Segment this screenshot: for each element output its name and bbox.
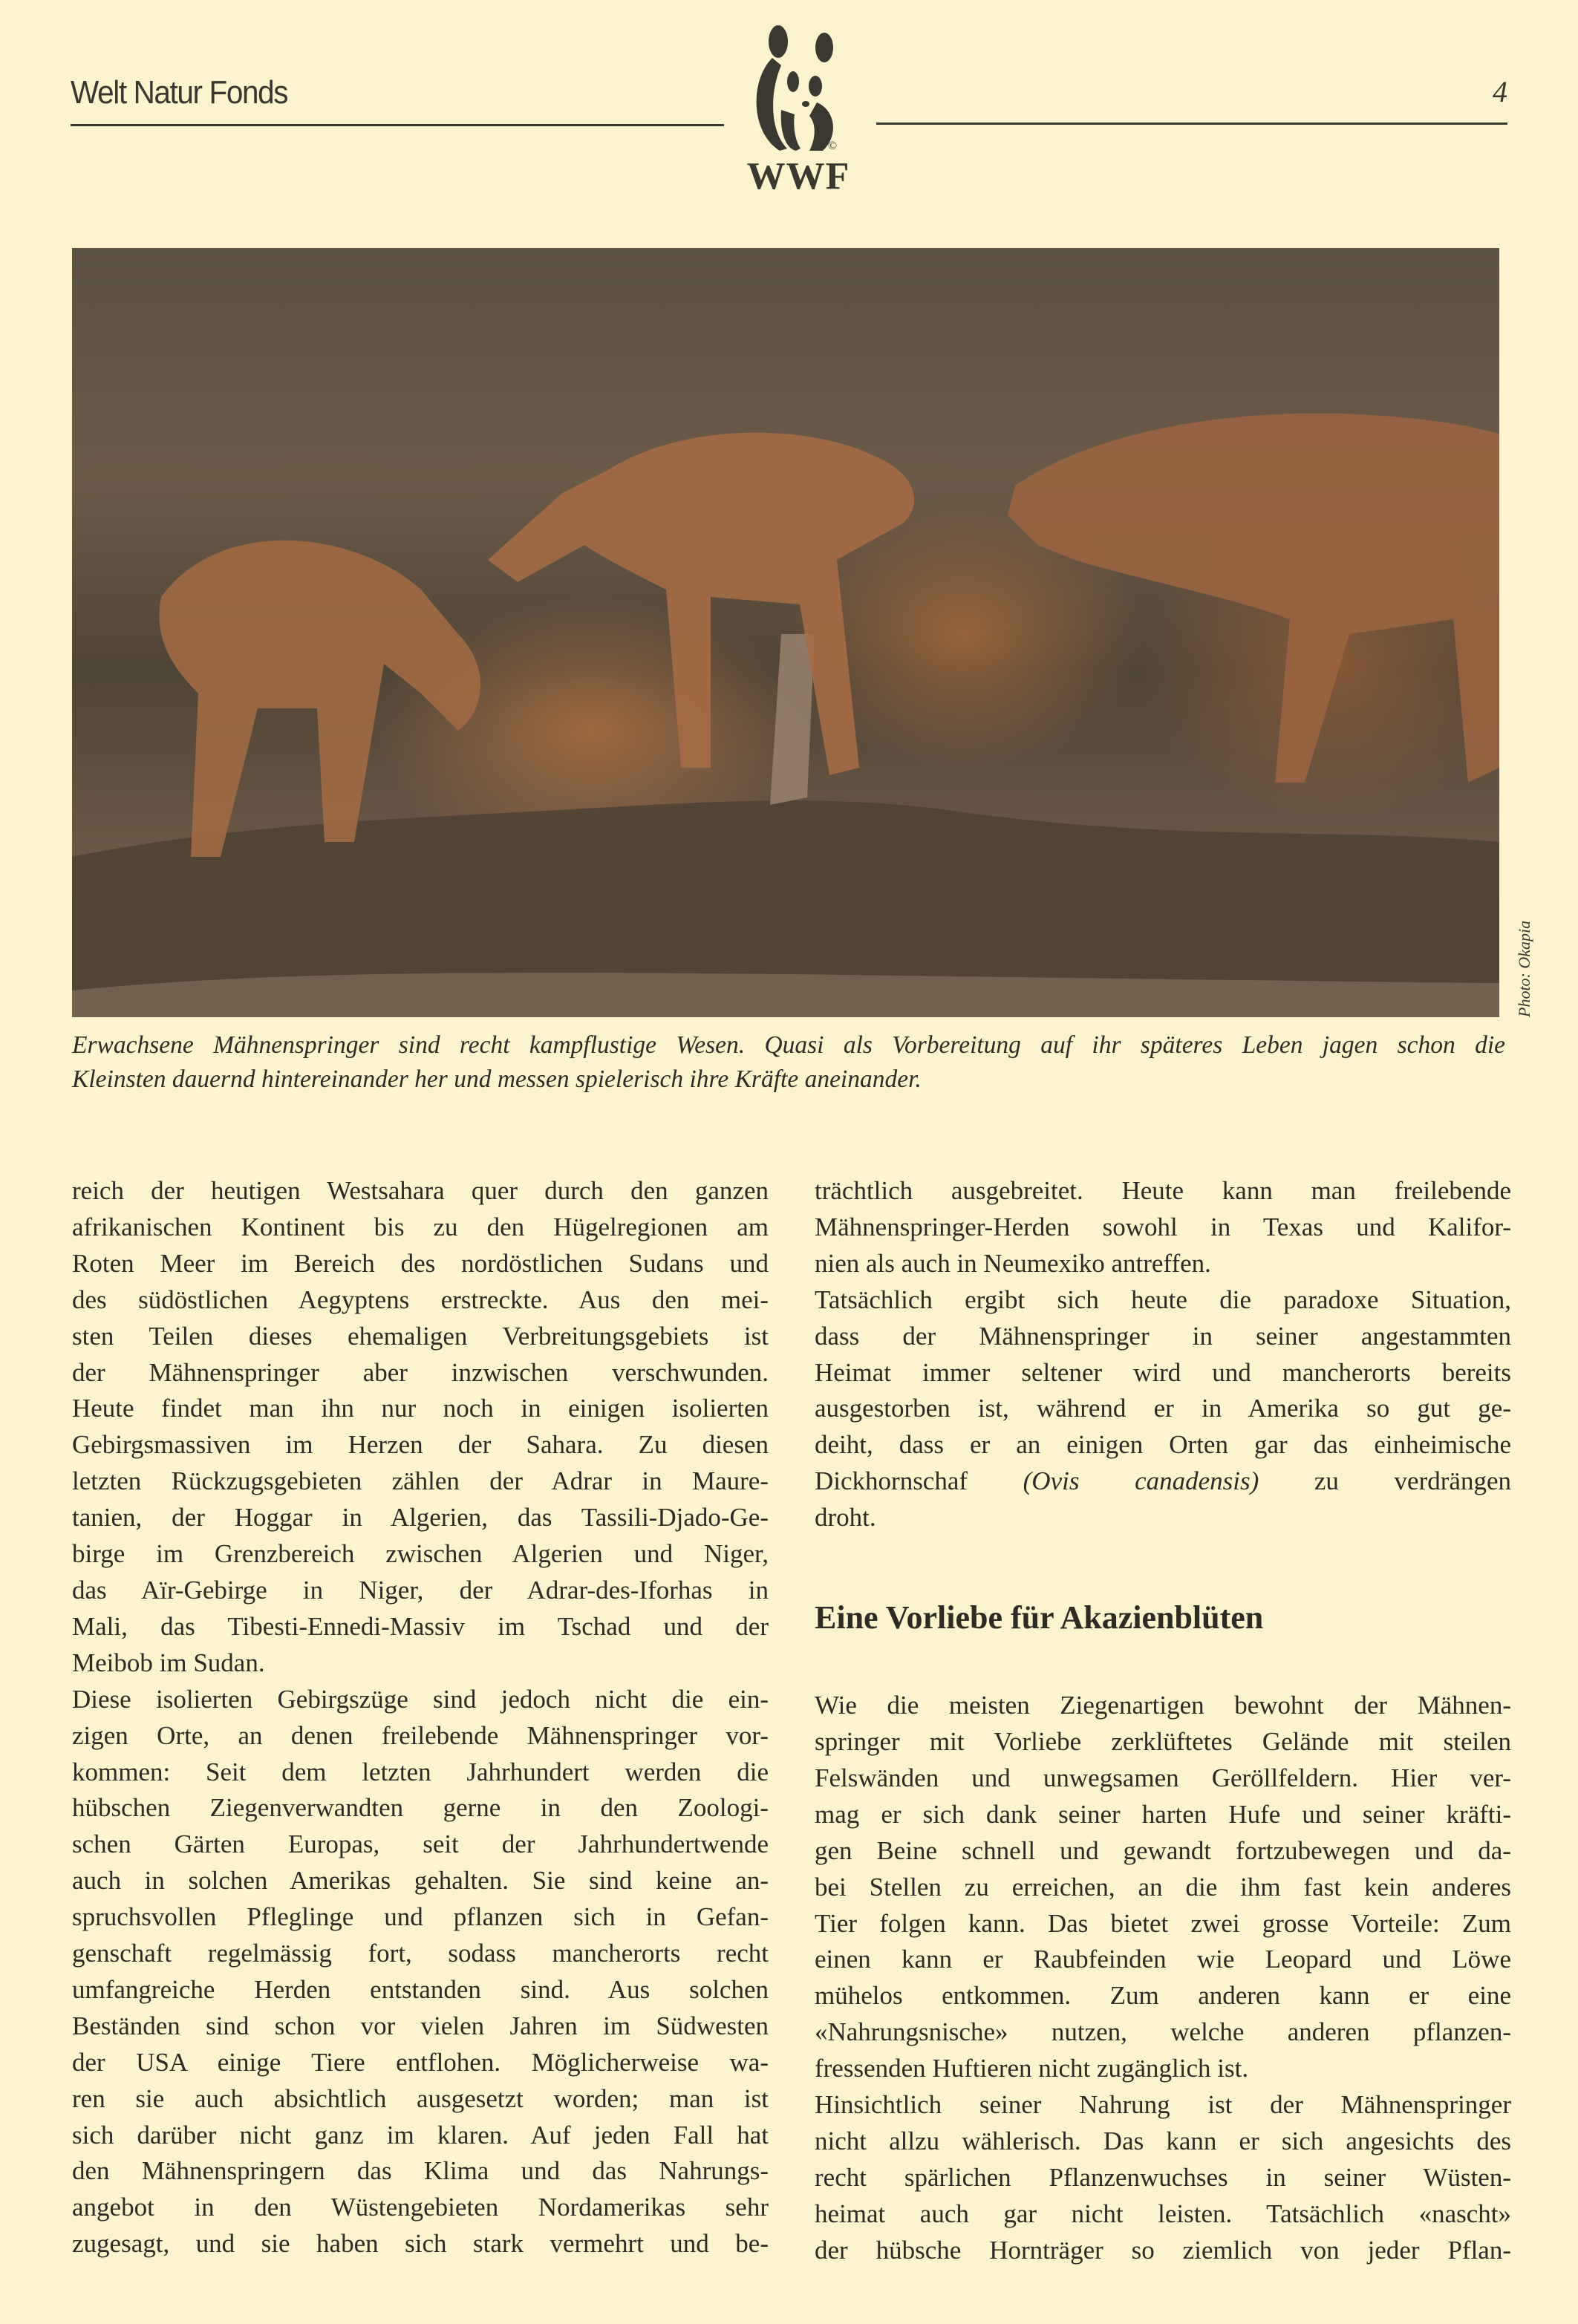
section-heading: Eine Vorliebe für Akazienblüten xyxy=(815,1599,1264,1636)
text-line: Mali, das Tibesti-Ennedi-Massiv im Tschad und der xyxy=(72,1611,769,1641)
text-line: Felswänden und unwegsamen Geröllfeldern. Hier ver- xyxy=(815,1763,1511,1792)
text-line: kommen: Seit dem letzten Jahrhundert werden die xyxy=(72,1757,769,1786)
text-line: den Mähnenspringern das Klima und das Nahrungs- xyxy=(72,2156,769,2186)
paragraph xyxy=(72,1173,769,1682)
text-line: Diese isolierten Gebirgszüge sind jedoch nicht die ein- xyxy=(72,1684,769,1714)
text-line: reich der heutigen Westsahara quer durch den ganzen xyxy=(72,1176,769,1205)
text-line: nicht allzu wählerisch. Das kann er sich angesichts des xyxy=(815,2126,1511,2155)
text-line: Tatsächlich ergibt sich heute die paradoxe Situation, xyxy=(815,1285,1511,1314)
paragraph xyxy=(815,1282,1511,1536)
text-line: droht. xyxy=(815,1503,876,1533)
text-line: gen Beine schnell und gewandt fortzubewegen und da- xyxy=(815,1835,1511,1865)
text-line: fressenden Huftieren nicht zugänglich ist. xyxy=(815,2054,1249,2083)
text-line: Roten Meer im Bereich des nordöstlichen Sudans und xyxy=(72,1248,769,1278)
text-line: «Nahrungsnische» nutzen, welche anderen pflanzen- xyxy=(815,2017,1511,2047)
paragraph xyxy=(72,1682,769,2263)
scientific-name: (Ovis canadensis) xyxy=(1023,1466,1259,1496)
text-line: heimat auch gar nicht leisten. Tatsächlich «nascht» xyxy=(815,2199,1511,2228)
paragraph xyxy=(815,1173,1511,1282)
text-line: Mähnenspringer-Herden sowohl in Texas und Kalifor- xyxy=(815,1212,1511,1241)
text-line: Heute findet man ihn nur noch in einigen isolierten xyxy=(72,1394,769,1423)
photo-caption xyxy=(72,1028,1505,1097)
text-line: umfangreiche Herden entstanden sind. Aus solchen xyxy=(72,1974,769,2004)
publisher-name: Welt Natur Fonds xyxy=(71,74,288,111)
header-rule-left xyxy=(71,124,724,126)
page-number: 4 xyxy=(1493,75,1507,108)
text-line: Tier folgen kann. Das bietet zwei grosse Vorteile: Zum xyxy=(815,1908,1511,1938)
text-line: Beständen sind schon vor vielen Jahren im Südwesten xyxy=(72,2011,769,2040)
text-line: recht spärlichen Pflanzenwuchses in seiner Wüsten- xyxy=(815,2162,1511,2192)
photo-credit: Photo: Okapia xyxy=(1515,920,1533,1017)
text-line: Wie die meisten Ziegenartigen bewohnt der Mähnen- xyxy=(815,1691,1511,1720)
paragraph xyxy=(815,2087,1511,2269)
text-line: angebot in den Wüstengebieten Nordamerikas sehr xyxy=(72,2193,769,2222)
text-line: letzten Rückzugsgebieten zählen der Adrar in Maure- xyxy=(72,1466,769,1496)
text-line: Hinsichtlich seiner Nahrung ist der Mähnenspringer xyxy=(815,2090,1511,2120)
copyright-symbol: © xyxy=(828,140,838,152)
text-line: bei Stellen zu erreichen, an die ihm fast kein anderes xyxy=(815,1872,1511,1902)
text-line: springer mit Vorliebe zerklüftetes Gelände mit steilen xyxy=(815,1726,1511,1756)
text-line: ausgestorben ist, während er in Amerika so gut ge- xyxy=(815,1394,1511,1423)
text-line: afrikanischen Kontinent bis zu den Hügelregionen am xyxy=(72,1212,769,1241)
text-line: mag er sich dank seiner harten Hufe und seiner kräfti- xyxy=(815,1799,1511,1829)
text-line: der hübsche Hornträger so ziemlich von jeder Pflan- xyxy=(815,2235,1511,2265)
photo-illustration xyxy=(72,248,1499,1017)
caption-line: Erwachsene Mähnenspringer sind recht kampflustige Wesen. Quasi als Vorbereitung auf ihr späteres Leben jagen schon die xyxy=(72,1031,1505,1059)
text-line: genschaft regelmässig fort, sodass mancherorts recht xyxy=(72,1939,769,1968)
text-line: Heimat immer seltener wird und mancherorts bereits xyxy=(815,1357,1511,1387)
text-line: das Aïr-Gebirge in Niger, der Adrar-des-Iforhas in xyxy=(72,1575,769,1605)
text-line: sich darüber nicht ganz im klaren. Auf jeden Fall hat xyxy=(72,2120,769,2150)
panda-icon xyxy=(735,21,861,154)
text-line: einen kann er Raubfeinden wie Leopard und Löwe xyxy=(815,1945,1511,1974)
text-line: zigen Orte, an denen freilebende Mähnenspringer vor- xyxy=(72,1720,769,1750)
text-line: Meibob im Sudan. xyxy=(72,1648,265,1677)
wwf-logo xyxy=(735,21,861,199)
text-segment: zu verdrängen xyxy=(1259,1466,1511,1496)
text-line: birge im Grenzbereich zwischen Algerien und Niger, xyxy=(72,1539,769,1569)
text-line: nien als auch in Neumexiko antreffen. xyxy=(815,1248,1211,1278)
wwf-wordmark: WWF xyxy=(746,155,850,198)
text-line: schen Gärten Europas, seit der Jahrhundertwende xyxy=(72,1830,769,1859)
barbary-sheep-photo xyxy=(72,248,1499,1017)
caption-line: Kleinsten dauernd hintereinander her und messen spielerisch ihre Kräfte aneinander. xyxy=(72,1065,922,1093)
article-column-right xyxy=(815,1173,1511,2269)
text-line: sten Teilen dieses ehemaligen Verbreitungsgebiets ist xyxy=(72,1321,769,1351)
text-line: deiht, dass er an einigen Orten gar das einheimische xyxy=(815,1430,1511,1460)
text-line: ren sie auch absichtlich ausgesetzt worden; man ist xyxy=(72,2083,769,2113)
text-line-scientific-name xyxy=(815,1463,1511,1500)
text-segment: Dickhornschaf xyxy=(815,1466,1023,1496)
text-line: der Mähnenspringer aber inzwischen verschwunden. xyxy=(72,1357,769,1387)
text-line: spruchsvollen Pfleglinge und pflanzen sich in Gefan- xyxy=(72,1902,769,1932)
text-line: auch in solchen Amerikas gehalten. Sie sind keine an- xyxy=(72,1866,769,1896)
text-line: tanien, der Hoggar in Algerien, das Tassili-Djado-Ge- xyxy=(72,1503,769,1533)
text-line: hübschen Ziegenverwandten gerne in den Zoologi- xyxy=(72,1793,769,1823)
header-rule-right xyxy=(876,123,1507,125)
article-column-left xyxy=(72,1173,769,2262)
paragraph xyxy=(815,1688,1511,2087)
text-line: der USA einige Tiere entflohen. Möglicherweise wa- xyxy=(72,2047,769,2077)
text-line: trächtlich ausgebreitet. Heute kann man freilebende xyxy=(815,1176,1511,1205)
text-line: Gebirgsmassiven im Herzen der Sahara. Zu diesen xyxy=(72,1430,769,1460)
text-line: zugesagt, und sie haben sich stark vermehrt und be- xyxy=(72,2229,769,2259)
text-line: mühelos entkommen. Zum anderen kann er eine xyxy=(815,1981,1511,2011)
text-line: dass der Mähnenspringer in seiner angestammten xyxy=(815,1321,1511,1351)
text-line: des südöstlichen Aegyptens erstreckte. Aus den mei- xyxy=(72,1285,769,1314)
